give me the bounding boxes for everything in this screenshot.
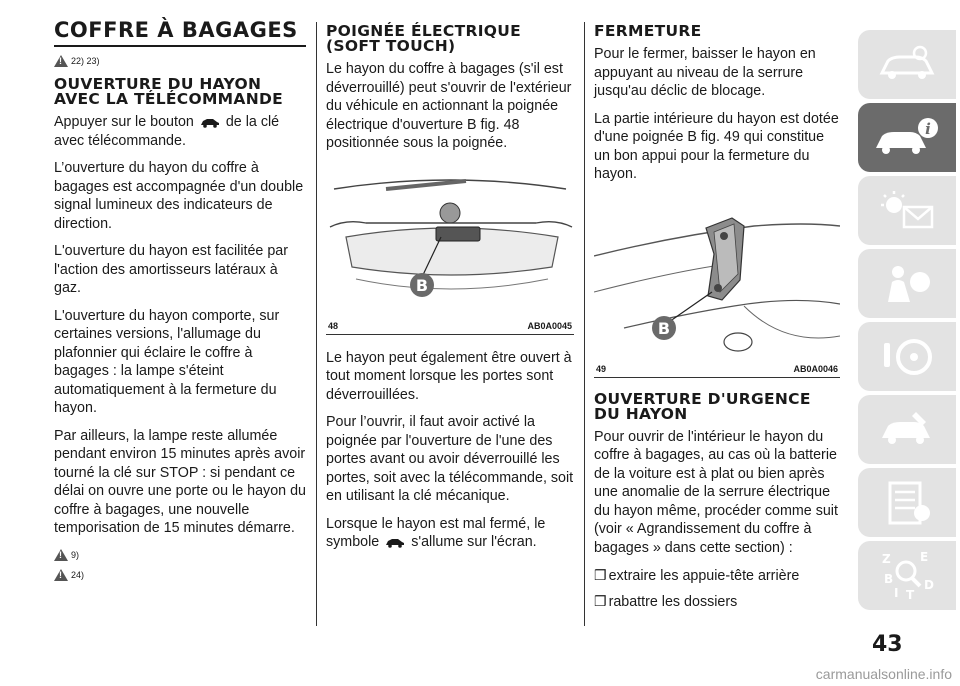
figure-48 bbox=[326, 167, 574, 335]
warning-triangle-icon bbox=[54, 549, 68, 561]
column-divider bbox=[316, 22, 317, 626]
chapter-tab-safety[interactable] bbox=[858, 249, 956, 318]
chapter-tab-warning-lights[interactable] bbox=[858, 176, 956, 245]
paragraph-unlocked: Le hayon peut également être ouvert à tout moment lorsque les portes sont déverrouillées. bbox=[326, 349, 572, 403]
chapter-tab-driving[interactable] bbox=[858, 322, 956, 391]
tailgate-open-icon bbox=[200, 117, 220, 128]
technical-data-icon bbox=[876, 479, 938, 527]
svg-text:Z: Z bbox=[882, 551, 891, 566]
svg-text:D: D bbox=[924, 577, 934, 592]
warning-triangle-icon bbox=[54, 55, 68, 67]
subsection-title-remote-opening: OUVERTURE DU HAYON AVEC LA TÉLÉCOMMANDE bbox=[54, 75, 284, 108]
airbag-safety-icon bbox=[876, 262, 938, 306]
figure-code: AB0A0046 bbox=[793, 363, 838, 374]
chapter-tab-car-info[interactable] bbox=[858, 103, 956, 172]
svg-text:i: i bbox=[925, 119, 931, 138]
subsection-title-closing: FERMETURE bbox=[594, 22, 702, 40]
warning-refs-top: ! 22) 23) bbox=[54, 53, 306, 69]
svg-text:T: T bbox=[906, 587, 915, 602]
checkbox-bullet-icon: ❒ bbox=[594, 567, 607, 583]
column-1 bbox=[54, 18, 306, 587]
car-dashboard-icon bbox=[876, 45, 938, 85]
callout-b-label: B bbox=[657, 318, 671, 338]
car-info-icon bbox=[872, 116, 942, 160]
list-item: ❒ rabattre les dossiers bbox=[594, 592, 738, 610]
paragraph-symbol: Lorsque le hayon est mal fermé, le symbole s'allume sur l'écran. bbox=[326, 515, 546, 550]
subsection-title-soft-touch: POIGNÉE ÉLECTRIQUE (SOFT TOUCH) bbox=[326, 22, 522, 55]
paragraph-button: Appuyer sur le bouton de la clé avec télécommande. bbox=[54, 114, 280, 149]
warning-ref-2: ! 24) bbox=[54, 567, 306, 583]
watermark: carmanualsonline.info bbox=[815, 666, 952, 682]
chapter-tab-index[interactable] bbox=[858, 541, 956, 610]
callout-b-label: B bbox=[415, 275, 429, 295]
tailgate-handle-illustration bbox=[326, 167, 574, 319]
inner-handle-illustration bbox=[594, 196, 840, 362]
warning-lights-icon bbox=[876, 189, 938, 233]
svg-text:B: B bbox=[884, 571, 894, 586]
section-title: COFFRE À BAGAGES bbox=[54, 18, 306, 47]
svg-text:E: E bbox=[920, 549, 929, 564]
paragraph-emergency: Pour ouvrir de l'intérieur le hayon du coffre à bagages, au cas où la batterie de la voiture est à plat ou bien après une anomalie de la serrure électrique du hayon même, procéder comme suit (voir « Agrandissement du coffre à bagages » dans cette section) : bbox=[594, 428, 838, 556]
column-2 bbox=[326, 18, 574, 561]
tailgate-open-icon bbox=[385, 537, 405, 548]
chapter-sidebar bbox=[858, 30, 956, 614]
column-divider bbox=[584, 22, 585, 626]
figure-49 bbox=[594, 196, 840, 378]
column-3 bbox=[594, 18, 840, 620]
figure-caption bbox=[594, 362, 840, 377]
list-item: ❒ extraire les appuie-tête arrière bbox=[594, 567, 800, 584]
chapter-tab-dashboard[interactable] bbox=[858, 30, 956, 99]
warning-triangle-icon bbox=[54, 569, 68, 581]
subsection-title-emergency-opening: OUVERTURE D'URGENCE DU HAYON bbox=[594, 389, 811, 423]
paragraph-lamp-timer: Par ailleurs, la lampe reste allumée pendant environ 15 minutes après avoir tourné la clé sur STOP : si pendant ce délai on ouvre une porte ou le hayon du coffre à bagages, une nouvelle temporisation de 15 minutes démarre. bbox=[54, 427, 306, 536]
figure-number: 49 bbox=[596, 363, 607, 374]
alphabetical-index-icon bbox=[876, 549, 938, 603]
paragraph-courtesy-light: L'ouverture du hayon comporte, sur certaines versions, l'allumage du plafonnier qui éclaire le coffre à bagages : la lampe s'éteint automatiquement à la fermeture du hayon. bbox=[54, 307, 280, 416]
paragraph-soft-touch: Le hayon du coffre à bagages (s'il est déverrouillé) peut s'ouvrir de l'extérieur du véhicule en actionnant la poignée électrique d'ouverture B fig. 48 positionnée sous la poignée. bbox=[326, 61, 572, 151]
paragraph-inner-handle: La partie intérieure du hayon est dotée d'une poignée B fig. 49 qui constitue un bon appui pour la fermeture du hayon. bbox=[594, 110, 839, 182]
svg-text:I: I bbox=[894, 585, 899, 600]
page-number: 43 bbox=[872, 632, 903, 657]
car-service-icon bbox=[876, 408, 938, 452]
checkbox-bullet-icon: ❒ bbox=[594, 592, 607, 609]
paragraph-closing: Pour le fermer, baisser le hayon en appuyant au niveau de la serrure jusqu'au déclic de blocage. bbox=[594, 46, 816, 99]
figure-number: 48 bbox=[328, 320, 339, 331]
chapter-tab-technical-data[interactable] bbox=[858, 468, 956, 537]
warning-ref-1: ! 9) bbox=[54, 547, 306, 563]
chapter-tab-service[interactable] bbox=[858, 395, 956, 464]
figure-code: AB0A0045 bbox=[527, 320, 572, 331]
paragraph-gas-struts: L'ouverture du hayon est facilitée par l'action des amortisseurs latéraux à gaz. bbox=[54, 243, 289, 296]
steering-wheel-icon bbox=[876, 335, 938, 379]
paragraph-activation: Pour l’ouvrir, il faut avoir activé la poignée par l'ouverture de l'une des portes avant ou avoir déverrouillé les portes, soit avec la télécommande, soit en utilisant la clé mécanique. bbox=[326, 414, 574, 504]
paragraph-direction-signal: L’ouverture du hayon du coffre à bagages est accompagnée d'un double signal lumineux des indicateurs de direction. bbox=[54, 160, 304, 232]
figure-caption bbox=[326, 319, 574, 334]
